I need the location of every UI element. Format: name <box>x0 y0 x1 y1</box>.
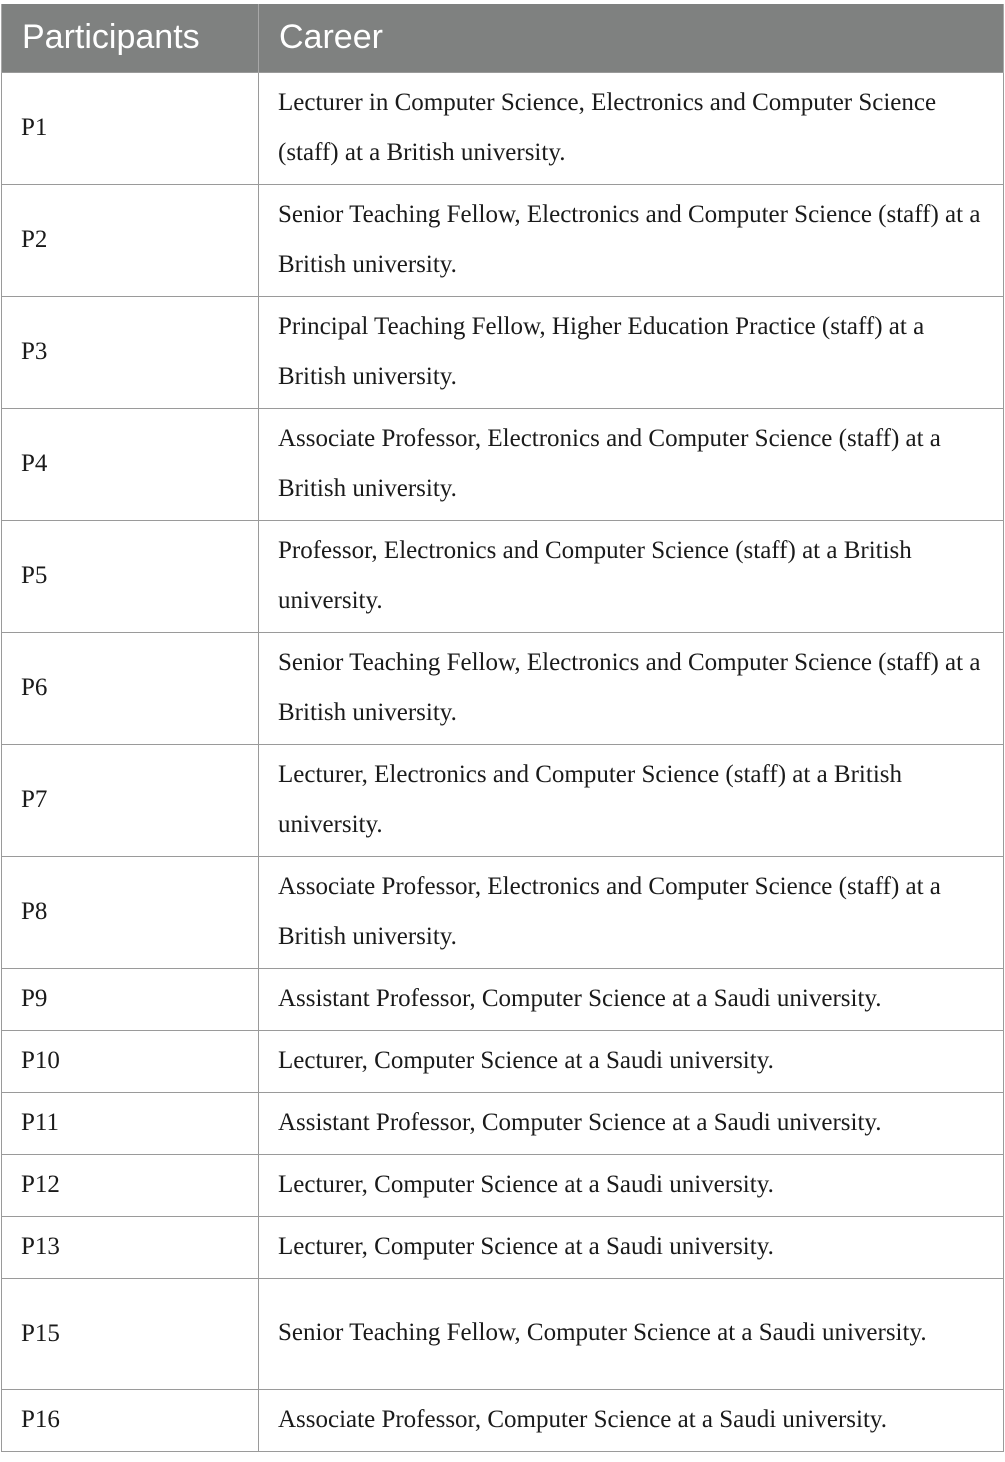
participant-id: P16 <box>2 1389 259 1451</box>
table-row <box>2 72 1004 184</box>
participant-career: Lecturer, Computer Science at a Saudi university. <box>259 1216 1004 1278</box>
participant-id: P11 <box>2 1092 259 1154</box>
participant-id: P4 <box>2 408 259 520</box>
table-row <box>2 1389 1004 1451</box>
participant-career: Assistant Professor, Computer Science at a Saudi university. <box>259 1092 1004 1154</box>
participant-id: P1 <box>2 72 259 184</box>
participant-career: Senior Teaching Fellow, Computer Science at a Saudi university. <box>259 1278 1004 1389</box>
participant-career: Professor, Electronics and Computer Science (staff) at a British university. <box>259 520 1004 632</box>
participant-career: Senior Teaching Fellow, Electronics and Computer Science (staff) at a British university. <box>259 632 1004 744</box>
table-row <box>2 184 1004 296</box>
table-row <box>2 1154 1004 1216</box>
participant-career: Associate Professor, Electronics and Computer Science (staff) at a British university. <box>259 408 1004 520</box>
participant-career: Lecturer, Computer Science at a Saudi university. <box>259 1154 1004 1216</box>
header-participants: Participants <box>2 4 259 72</box>
participant-id: P7 <box>2 744 259 856</box>
table-row <box>2 1092 1004 1154</box>
participant-id: P10 <box>2 1030 259 1092</box>
table-row <box>2 408 1004 520</box>
table-row <box>2 1278 1004 1389</box>
participant-id: P6 <box>2 632 259 744</box>
participant-career: Lecturer in Computer Science, Electronics and Computer Science (staff) at a British university. <box>259 72 1004 184</box>
participant-id: P15 <box>2 1278 259 1389</box>
table-row <box>2 1030 1004 1092</box>
table-row <box>2 520 1004 632</box>
participant-id: P9 <box>2 968 259 1030</box>
table-row <box>2 632 1004 744</box>
participant-id: P13 <box>2 1216 259 1278</box>
participant-id: P8 <box>2 856 259 968</box>
participant-career: Associate Professor, Computer Science at a Saudi university. <box>259 1389 1004 1451</box>
table-row <box>2 744 1004 856</box>
table-row <box>2 1216 1004 1278</box>
participant-career: Lecturer, Computer Science at a Saudi university. <box>259 1030 1004 1092</box>
table-header-row <box>2 4 1004 72</box>
participant-career: Principal Teaching Fellow, Higher Education Practice (staff) at a British university. <box>259 296 1004 408</box>
table-row <box>2 968 1004 1030</box>
table-row <box>2 856 1004 968</box>
participant-career: Associate Professor, Electronics and Computer Science (staff) at a British university. <box>259 856 1004 968</box>
participant-id: P2 <box>2 184 259 296</box>
participant-career: Assistant Professor, Computer Science at a Saudi university. <box>259 968 1004 1030</box>
participants-table <box>1 4 1004 1452</box>
header-career: Career <box>259 4 1004 72</box>
participant-career: Lecturer, Electronics and Computer Science (staff) at a British university. <box>259 744 1004 856</box>
participant-career: Senior Teaching Fellow, Electronics and Computer Science (staff) at a British university. <box>259 184 1004 296</box>
participant-id: P3 <box>2 296 259 408</box>
table-row <box>2 296 1004 408</box>
participant-id: P12 <box>2 1154 259 1216</box>
participant-id: P5 <box>2 520 259 632</box>
